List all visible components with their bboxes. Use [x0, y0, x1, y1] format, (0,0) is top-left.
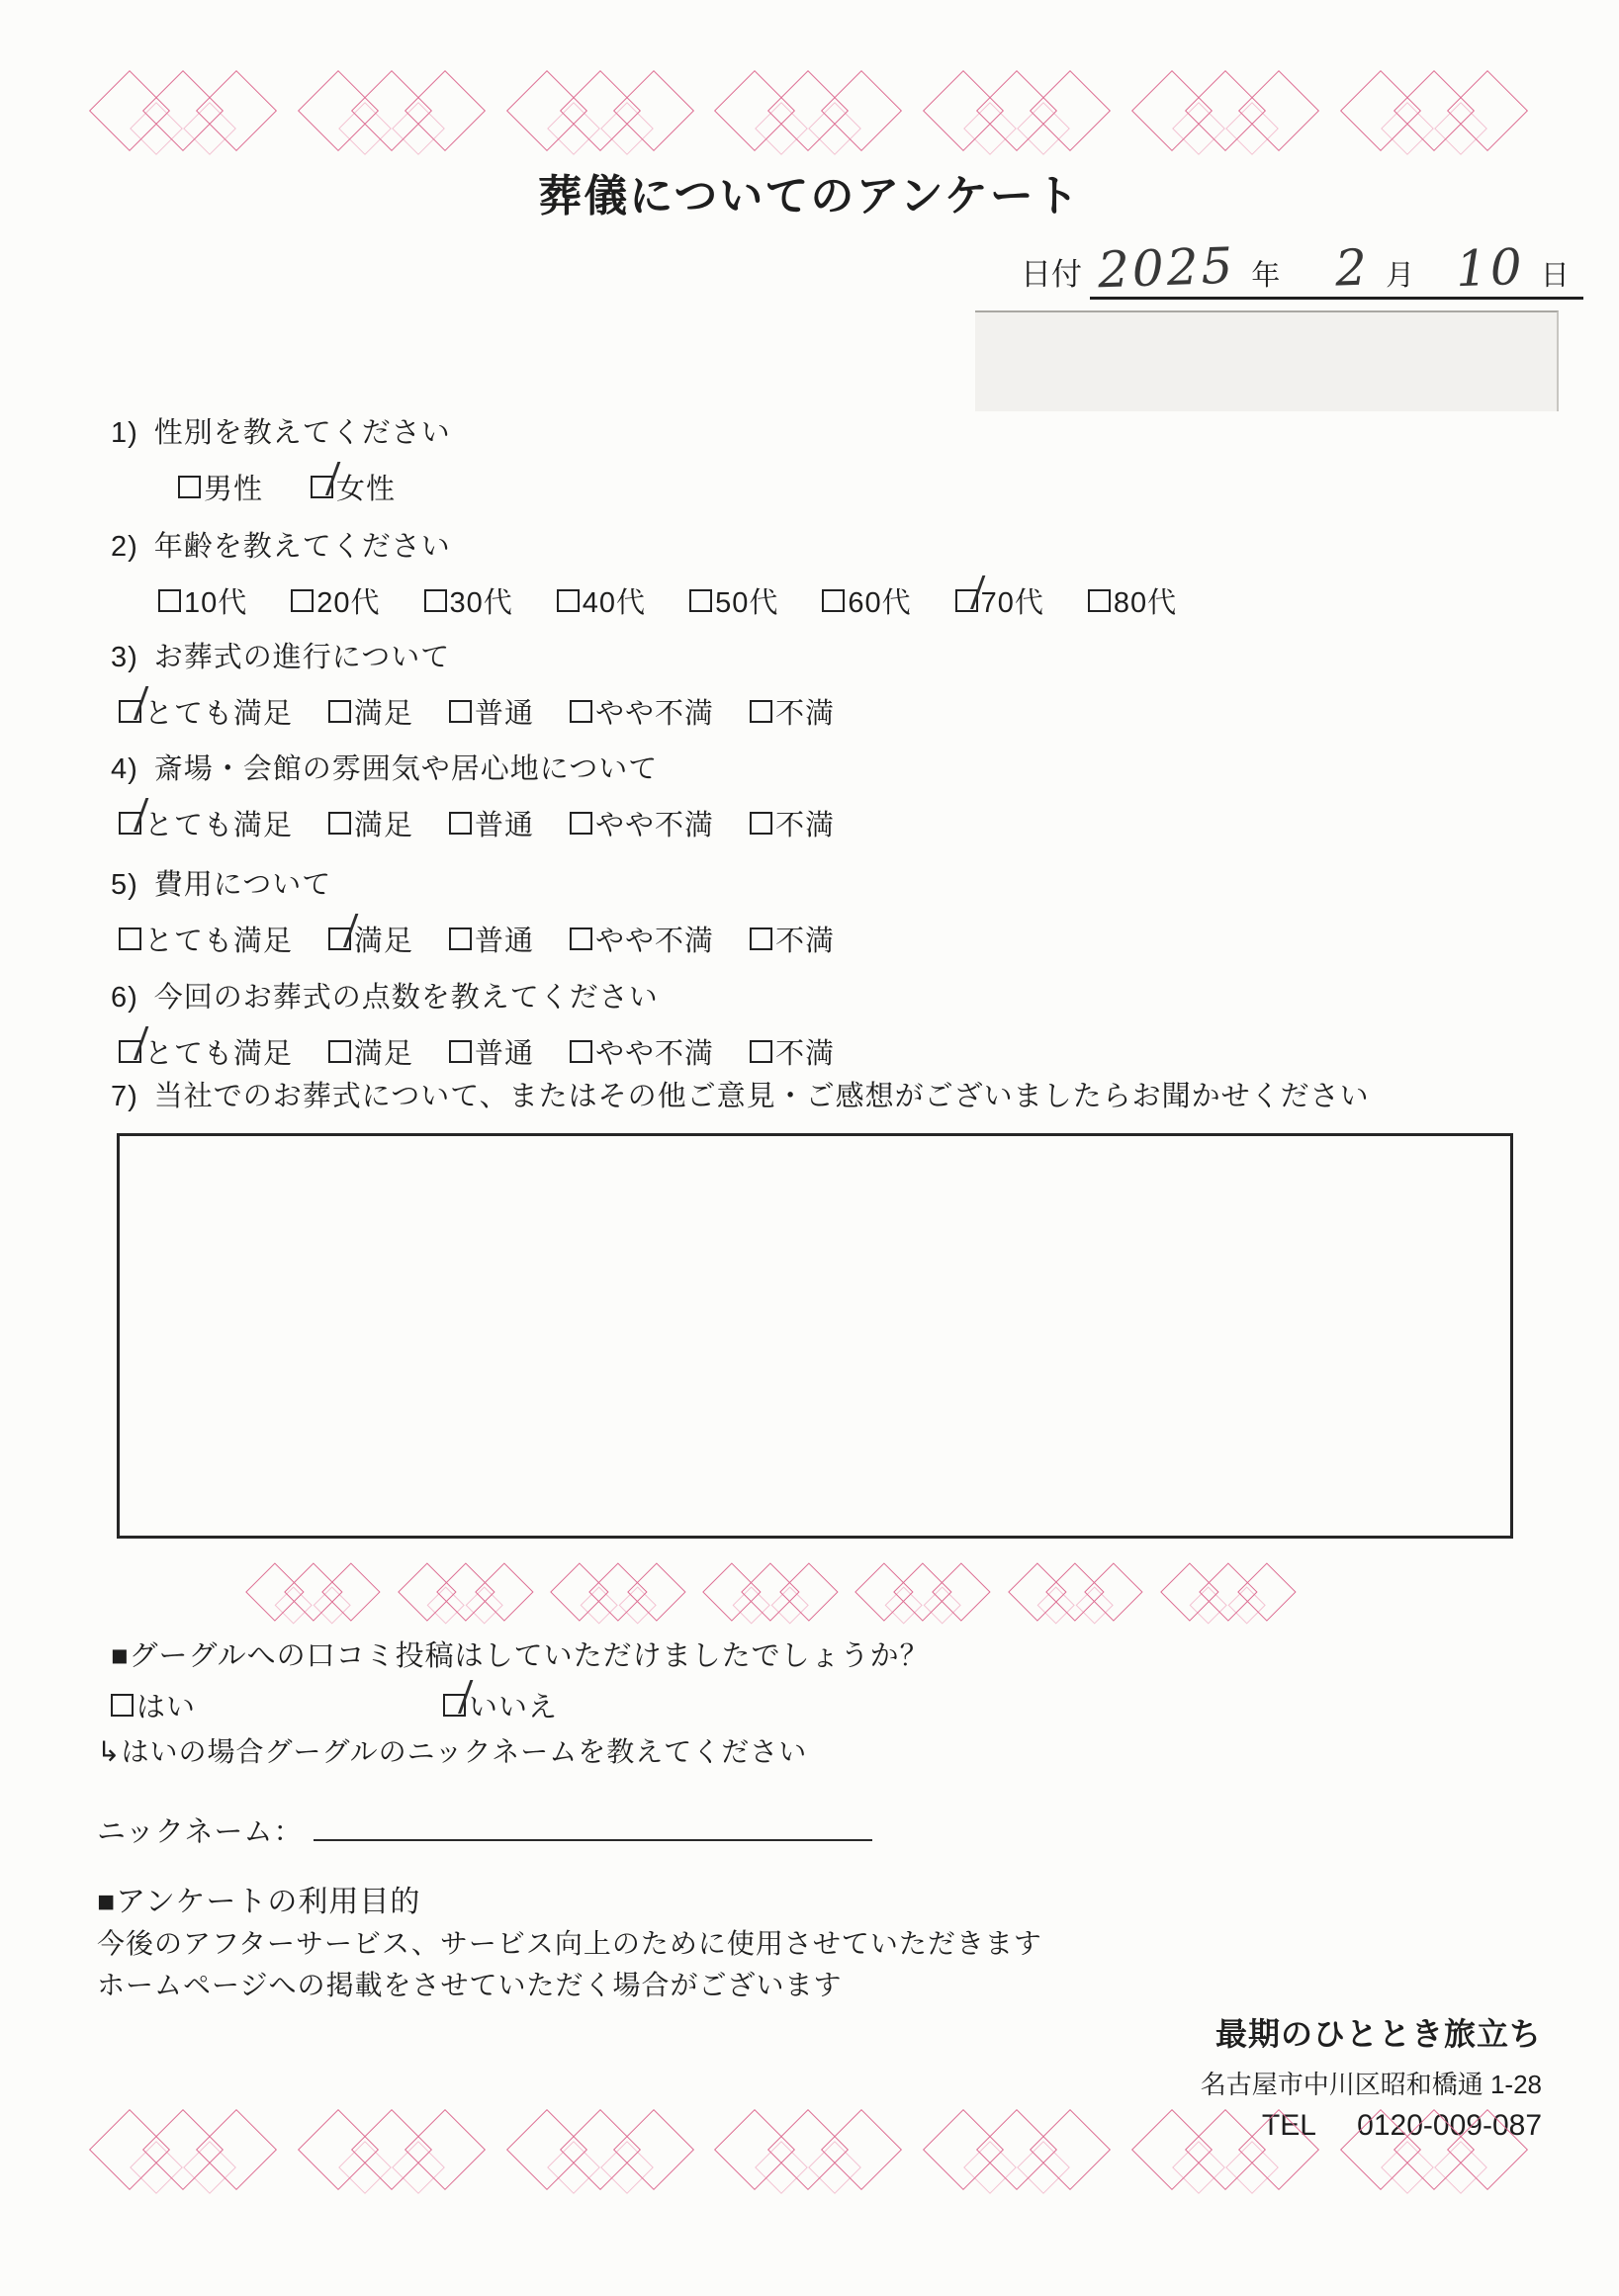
diamond-cluster	[1340, 69, 1528, 160]
date-day-value: 10	[1455, 237, 1526, 299]
checkbox-option-somewhat-dissatisfied[interactable]	[570, 691, 714, 732]
options-row	[178, 467, 451, 507]
option-label: 不満	[775, 810, 836, 841]
options-row	[119, 691, 835, 732]
diamond-cluster	[1131, 69, 1319, 160]
purpose-heading: ■アンケートの利用目的	[97, 1886, 421, 1918]
checkbox-icon[interactable]	[955, 589, 978, 612]
question-7-comments	[111, 1074, 1370, 1114]
checkbox-icon[interactable]	[158, 589, 181, 612]
checkbox-option-70s[interactable]	[955, 580, 1044, 621]
checkbox-icon[interactable]	[570, 927, 592, 950]
checkbox-icon[interactable]	[424, 589, 447, 612]
diamond-cluster	[89, 2108, 277, 2199]
question-text: 年齢を教えてください	[153, 531, 451, 563]
nickname-row	[97, 1806, 872, 1850]
checkbox-option-40s[interactable]	[557, 580, 646, 621]
question-title	[111, 862, 835, 903]
checkbox-option-somewhat-dissatisfied[interactable]	[570, 1031, 714, 1072]
question-number: 6)	[111, 982, 138, 1014]
checkbox-option-somewhat-dissatisfied[interactable]	[570, 803, 714, 843]
checkbox-icon[interactable]	[750, 812, 772, 835]
checkbox-option-dissatisfied[interactable]	[750, 1031, 835, 1072]
checkbox-option-somewhat-dissatisfied[interactable]	[570, 919, 714, 959]
checkbox-icon[interactable]	[291, 589, 314, 612]
question-text: 費用について	[153, 869, 332, 901]
checkbox-icon[interactable]	[111, 1694, 134, 1717]
question-text: 今回のお葬式の点数を教えてください	[153, 982, 659, 1014]
checkbox-icon[interactable]	[328, 700, 351, 723]
nickname-input[interactable]	[314, 1806, 872, 1841]
option-label: 50代	[715, 587, 779, 619]
diamond-border-middle	[245, 1562, 1296, 1632]
checkbox-option-satisfied[interactable]	[328, 803, 413, 843]
checkbox-option-30s[interactable]	[424, 580, 513, 621]
checkbox-icon[interactable]	[449, 1040, 472, 1063]
checkbox-icon[interactable]	[1088, 589, 1111, 612]
checkbox-icon[interactable]	[750, 700, 772, 723]
option-label: 男性	[204, 474, 264, 505]
diamond-cluster	[89, 69, 277, 160]
page-title: 葬儀についてのアンケート	[538, 172, 1081, 221]
checkbox-option-female[interactable]	[311, 467, 396, 507]
diamond-cluster	[298, 69, 486, 160]
question-number: 3)	[111, 642, 138, 673]
diamond-cluster	[923, 2108, 1111, 2199]
question-number: 7)	[111, 1081, 138, 1112]
checkbox-option-neutral[interactable]	[449, 803, 534, 843]
checkbox-option-neutral[interactable]	[449, 919, 534, 959]
option-label: 30代	[449, 587, 513, 619]
diamond-cluster	[550, 1562, 685, 1628]
checkbox-option-dissatisfied[interactable]	[750, 691, 835, 732]
nickname-label: ニックネーム：	[97, 1816, 304, 1848]
question-number: 5)	[111, 869, 138, 901]
diamond-cluster	[1008, 1562, 1143, 1628]
option-label: やや不満	[595, 810, 715, 841]
option-label: はい	[136, 1692, 197, 1723]
checkbox-option-yes[interactable]	[111, 1685, 196, 1725]
checkbox-option-neutral[interactable]	[449, 691, 534, 732]
comment-box[interactable]	[117, 1133, 1513, 1539]
checkbox-icon[interactable]	[570, 812, 592, 835]
checkbox-icon[interactable]	[750, 927, 772, 950]
option-label: 20代	[316, 587, 381, 619]
option-label: 普通	[475, 698, 535, 730]
checkbox-icon[interactable]	[449, 927, 472, 950]
checkbox-icon[interactable]	[119, 700, 141, 723]
question-5-cost	[111, 862, 835, 959]
google-options-row	[111, 1685, 558, 1725]
checkbox-icon[interactable]	[119, 1040, 141, 1063]
checkbox-icon[interactable]	[557, 589, 580, 612]
checkbox-icon[interactable]	[750, 1040, 772, 1063]
checkbox-icon[interactable]	[570, 700, 592, 723]
checkbox-icon[interactable]	[328, 1040, 351, 1063]
question-number: 4)	[111, 753, 138, 785]
checkbox-option-very-satisfied[interactable]	[119, 1031, 293, 1072]
checkbox-option-very-satisfied[interactable]	[119, 919, 293, 959]
checkbox-icon[interactable]	[311, 476, 333, 498]
checkbox-option-80s[interactable]	[1088, 580, 1177, 621]
question-title	[111, 410, 451, 451]
question-title	[111, 635, 835, 675]
diamond-cluster	[298, 2108, 486, 2199]
question-4-venue	[111, 747, 835, 843]
date-underline	[1090, 236, 1583, 300]
diamond-cluster	[398, 1562, 533, 1628]
checkbox-icon[interactable]	[822, 589, 845, 612]
option-label: 80代	[1113, 587, 1178, 619]
options-row	[119, 919, 835, 959]
option-label: 不満	[775, 1038, 836, 1070]
option-label: 満足	[354, 926, 414, 957]
checkbox-option-satisfied[interactable]	[328, 919, 413, 959]
company-address: 名古屋市中川区昭和橋通 1-28	[1200, 2070, 1542, 2099]
checkbox-icon[interactable]	[689, 589, 712, 612]
diamond-border-bottom	[89, 2108, 1528, 2203]
redacted-name-area	[975, 310, 1559, 411]
question-title	[111, 1074, 1370, 1114]
question-text: 性別を教えてください	[153, 417, 451, 449]
date-year-value: 2025	[1097, 236, 1237, 300]
option-label: 普通	[475, 1038, 535, 1070]
purpose-line: ホームページへの掲載をさせていただく場合がございます	[97, 1970, 843, 2000]
option-label: 不満	[775, 698, 836, 730]
checkbox-option-male[interactable]	[178, 467, 263, 507]
diamond-cluster	[1160, 1562, 1296, 1628]
option-label: 満足	[354, 810, 414, 841]
date-year-suffix: 年	[1251, 260, 1281, 292]
option-label: 満足	[354, 1038, 414, 1070]
diamond-cluster	[714, 69, 902, 160]
date-label: 日付	[1021, 257, 1082, 292]
checkbox-option-very-satisfied[interactable]	[119, 803, 293, 843]
date-day-suffix: 日	[1540, 260, 1570, 292]
checkbox-option-no[interactable]	[443, 1685, 558, 1725]
question-6-score	[111, 975, 835, 1072]
question-text: 当社でのお葬式について、またはその他ご意見・ご感想がございましたらお聞かせください	[153, 1081, 1370, 1112]
checkbox-option-50s[interactable]	[689, 580, 778, 621]
date-month-value: 2	[1334, 238, 1372, 298]
tel-label: TEL	[1261, 2109, 1315, 2142]
option-label: 女性	[336, 474, 397, 505]
option-label: 普通	[475, 810, 535, 841]
checkbox-icon[interactable]	[119, 927, 141, 950]
option-label: やや不満	[595, 698, 715, 730]
question-2-age	[111, 524, 1177, 621]
tel-number: 0120-009-087	[1357, 2109, 1542, 2142]
question-title	[111, 975, 835, 1016]
checkbox-option-10s[interactable]	[158, 580, 247, 621]
date-month-suffix: 月	[1386, 260, 1415, 292]
checkbox-option-dissatisfied[interactable]	[750, 803, 835, 843]
checkbox-option-satisfied[interactable]	[328, 1031, 413, 1072]
question-1-gender	[111, 410, 451, 507]
google-note: ↳はいの場合グーグルのニックネームを教えてください	[97, 1736, 808, 1767]
google-review-heading: ■グーグルへの口コミ投稿はしていただけましたでしょうか？	[111, 1640, 930, 1672]
checkbox-icon[interactable]	[449, 700, 472, 723]
checkbox-icon[interactable]	[119, 812, 141, 835]
checkbox-icon[interactable]	[328, 812, 351, 835]
checkbox-option-60s[interactable]	[822, 580, 911, 621]
checkbox-icon[interactable]	[328, 927, 351, 950]
diamond-border-top	[89, 69, 1528, 164]
checkbox-icon[interactable]	[570, 1040, 592, 1063]
diamond-cluster	[245, 1562, 381, 1628]
options-row	[158, 580, 1177, 621]
diamond-cluster	[1340, 2108, 1528, 2199]
question-number: 1)	[111, 417, 138, 449]
question-text: 斎場・会館の雰囲気や居心地について	[153, 753, 659, 785]
option-label: いいえ	[469, 1692, 559, 1723]
question-title	[111, 524, 1177, 565]
question-3-procedure	[111, 635, 835, 732]
question-number: 2)	[111, 531, 138, 563]
option-label: やや不満	[595, 1038, 715, 1070]
checkbox-option-dissatisfied[interactable]	[750, 919, 835, 959]
option-label: 10代	[184, 587, 248, 619]
option-label: 普通	[475, 926, 535, 957]
diamond-cluster	[714, 2108, 902, 2199]
options-row	[119, 803, 835, 843]
options-row	[119, 1031, 835, 1072]
checkbox-icon[interactable]	[443, 1694, 466, 1717]
date-row	[1021, 236, 1583, 300]
checkbox-option-very-satisfied[interactable]	[119, 691, 293, 732]
option-label: とても満足	[144, 926, 294, 957]
diamond-cluster	[923, 69, 1111, 160]
option-label: やや不満	[595, 926, 715, 957]
diamond-cluster	[703, 1562, 839, 1628]
diamond-cluster	[506, 69, 694, 160]
option-label: とても満足	[144, 698, 294, 730]
option-label: 不満	[775, 926, 836, 957]
company-name: 最期のひととき旅立ち	[1214, 2016, 1542, 2052]
purpose-line: 今後のアフターサービス、サービス向上のために使用させていただきます	[97, 1928, 1042, 1959]
option-label: とても満足	[144, 810, 294, 841]
checkbox-icon[interactable]	[178, 476, 201, 498]
option-label: 40代	[582, 587, 647, 619]
option-label: とても満足	[144, 1038, 294, 1070]
checkbox-option-satisfied[interactable]	[328, 691, 413, 732]
diamond-cluster	[506, 2108, 694, 2199]
option-label: 満足	[354, 698, 414, 730]
diamond-cluster	[855, 1562, 991, 1628]
diamond-cluster	[1131, 2108, 1319, 2199]
checkbox-icon[interactable]	[449, 812, 472, 835]
option-label: 60代	[848, 587, 912, 619]
checkbox-option-neutral[interactable]	[449, 1031, 534, 1072]
question-text: お葬式の進行について	[153, 642, 451, 673]
checkbox-option-20s[interactable]	[291, 580, 380, 621]
option-label: 70代	[980, 587, 1044, 619]
question-title	[111, 747, 835, 787]
